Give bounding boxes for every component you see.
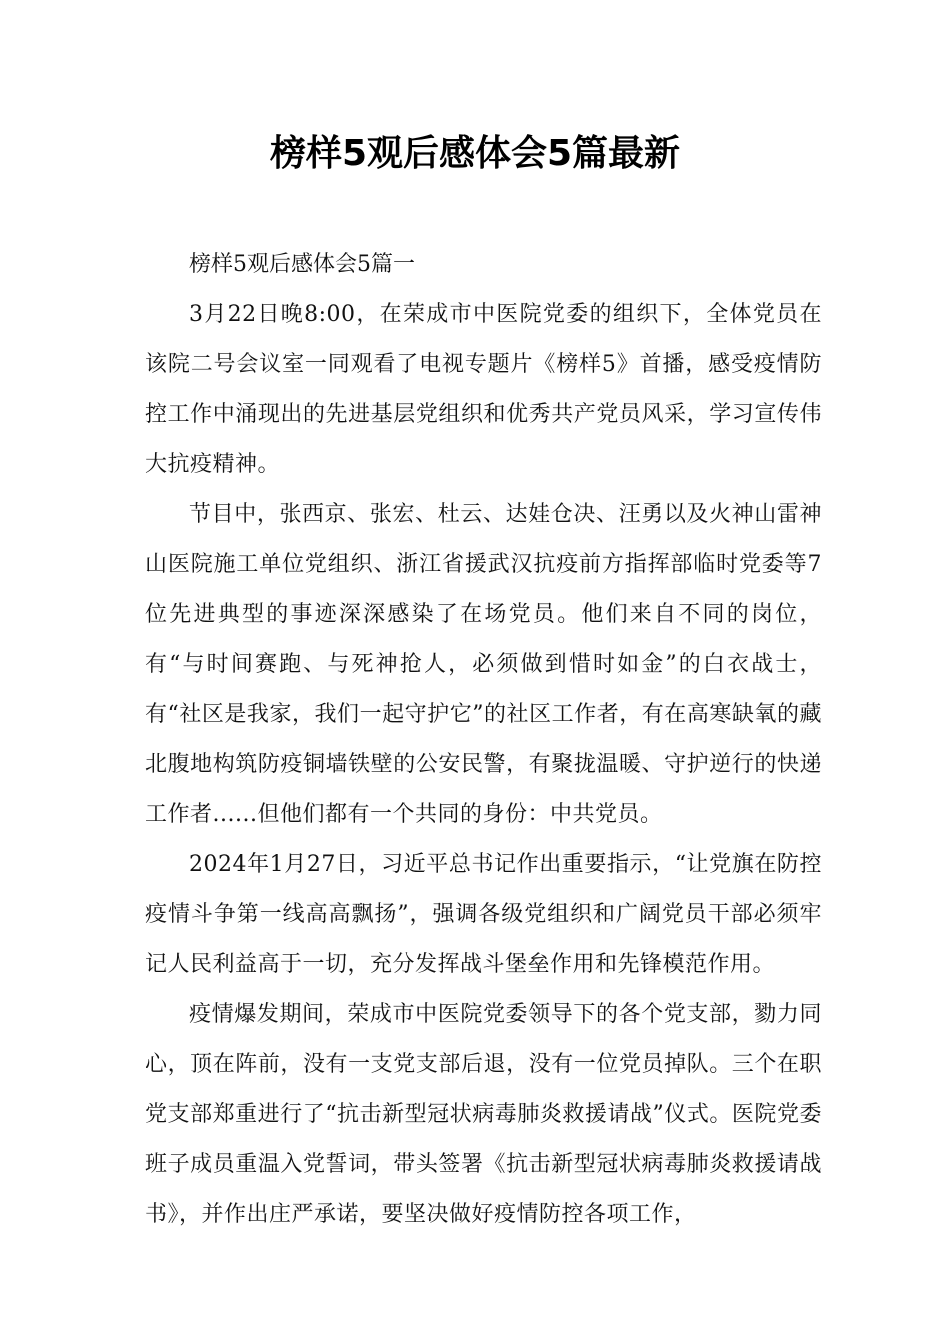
- paragraph-3: 2024年1月27日，习近平总书记作出重要指示，“让党旗在防控疫情斗争第一线高高飘扬”，强调各级党组织和广阔党员干部必须牢记人民利益高于一切，充分发挥战斗堡垒作用和先锋模范作用。: [145, 852, 822, 977]
- paragraph-1: 3月22日晚8:00，在荣成市中医院党委的组织下，全体党员在该院二号会议室一同观看了电视专题片《榜样5》首播，感受疫情防控工作中涌现出的先进基层党组织和优秀共产党员风采，学习宣传伟大抗疫精神。: [145, 302, 822, 477]
- paragraph-4: 疫情爆发期间，荣成市中医院党委领导下的各个党支部，勠力同心，顶在阵前，没有一支党支部后退，没有一位党员掉队。三个在职党支部郑重进行了“抗击新型冠状病毒肺炎救援请战”仪式。医院党委班子成员重温入党誓词，带头签署《抗击新型冠状病毒肺炎救援请战书》，并作出庄严承诺，要坚决做好疫情防控各项工作，: [145, 1002, 822, 1227]
- paragraph-2: 节目中，张西京、张宏、杜云、达娃仓决、汪勇以及火神山雷神山医院施工单位党组织、浙江省援武汉抗疫前方指挥部临时党委等7位先进典型的事迹深深感染了在场党员。他们来自不同的岗位，有“与时间赛跑、与死神抢人，必须做到惜时如金”的白衣战士，有“社区是我家，我们一起守护它”的社区工作者，有在高寒缺氧的藏北腹地构筑防疫铜墙铁壁的公安民警，有聚拢温暖、守护逆行的快递工作者......但他们都有一个共同的身份：中共党员。: [145, 502, 822, 827]
- document-title: 榜样5观后感体会5篇最新: [269, 133, 681, 174]
- section-heading: 榜样5观后感体会5篇一: [189, 252, 415, 277]
- document-body: [145, 240, 822, 1240]
